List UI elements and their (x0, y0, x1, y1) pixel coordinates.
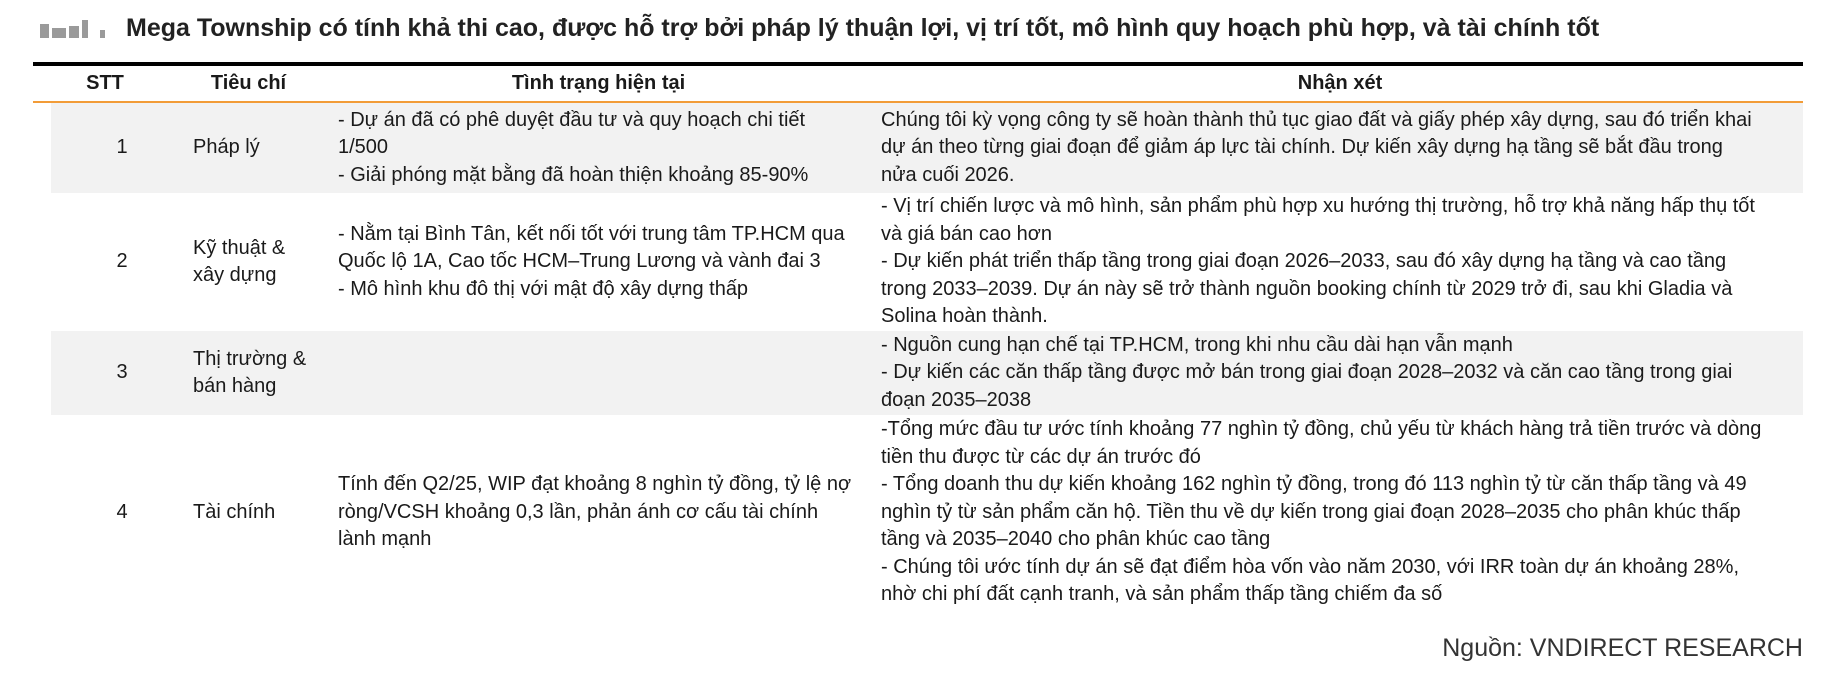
column-header-criterion: Tiêu chí (210, 72, 287, 94)
row-comment: -Tổng mức đầu tư ước tính khoảng 77 nghìn tỷ đồng, chủ yếu từ khách hàng trả tiền trước và dòng tiền thu được từ các dự án trước đó - Tổng doanh thu dự kiến khoảng 162 nghìn tỷ đồng, trong đó 113 nghìn tỷ từ căn thấp tầng và 49 nghìn tỷ từ sản phẩm căn hộ. Tiền thu về dự kiến trong giai đoạn 2028–2035 cho phân khúc thấp tầng và 2035–2040 cho phân khúc cao tầng - Chúng tôi ước tính dự án sẽ đạt điểm hòa vốn vào năm 2030, với IRR toàn dự án khoảng 28%, nhờ chi phí đất cạnh tranh, và sản phẩm thấp tầng chiếm đa số (881, 418, 1762, 606)
table-header (33, 66, 1803, 103)
row-status: - Nằm tại Bình Tân, kết nối tốt với trung tâm TP.HCM qua Quốc lộ 1A, Cao tốc HCM–Trung Lương và vành đai 3 - Mô hình khu đô thị với mật độ xây dựng thấp (338, 222, 845, 300)
page-title: Mega Township có tính khả thi cao, được hỗ trợ bởi pháp lý thuận lợi, vị trí tốt, mô hình quy hoạch phù hợp, và tài chính tốt (126, 13, 1600, 42)
table-row (51, 103, 1803, 193)
row-criterion: Kỹ thuật & xây dựng (193, 236, 286, 286)
row-number: 2 (116, 250, 128, 273)
row-status: Tính đến Q2/25, WIP đạt khoảng 8 nghìn tỷ đồng, tỷ lệ nợ ròng/VCSH khoảng 0,3 lần, phản ánh cơ cấu tài chính lành mạnh (338, 473, 852, 551)
row-number: 1 (51, 103, 177, 193)
row-comment: - Nguồn cung hạn chế tại TP.HCM, trong khi nhu cầu dài hạn vẫn mạnh - Dự kiến các căn thấp tầng được mở bán trong giai đoạn 2028–2032 và căn cao tầng trong giai đoạn 2035–2038 (877, 331, 1803, 415)
row-comment: - Vị trí chiến lược và mô hình, sản phẩm phù hợp xu hướng thị trường, hỗ trợ khả năng hấp thụ tốt và giá bán cao hơn - Dự kiến phát triển thấp tầng trong giai đoạn 2026–2033, sau đó xây dựng hạ tầng và cao tầng trong 2033–2039. Dự án này sẽ trở thành nguồn booking chính từ 2029 trở đi, sau khi Gladia và Solina hoàn thành. (881, 195, 1755, 328)
row-status: - Dự án đã có phê duyệt đầu tư và quy hoạch chi tiết 1/500 - Giải phóng mặt bằng đã hoàn thiện khoảng 85-90% (320, 103, 877, 193)
title-row (40, 12, 1820, 44)
table-row (51, 331, 1803, 415)
table-row (51, 193, 1803, 331)
table-row (51, 415, 1803, 610)
row-criterion: Pháp lý (177, 103, 320, 193)
column-header-stt: STT (86, 72, 124, 94)
column-header-status: Tình trạng hiện tại (511, 72, 686, 94)
company-logo-icon (40, 18, 108, 38)
criteria-table (33, 66, 1803, 610)
row-criterion: Tài chính (193, 500, 276, 523)
row-criterion: Thị trường & bán hàng (177, 331, 320, 415)
row-comment: Chúng tôi kỳ vọng công ty sẽ hoàn thành thủ tục giao đất và giấy phép xây dựng, sau đó triển khai dự án theo từng giai đoạn để giảm áp lực tài chính. Dự kiến xây dựng hạ tầng sẽ bắt đầu trong nửa cuối 2026. (877, 103, 1803, 193)
row-number: 4 (116, 500, 128, 523)
row-status (320, 331, 877, 415)
source-note: Nguồn: VNDIRECT RESEARCH (1442, 634, 1803, 662)
column-header-comment: Nhận xét (1297, 72, 1383, 94)
row-number: 3 (51, 331, 177, 415)
